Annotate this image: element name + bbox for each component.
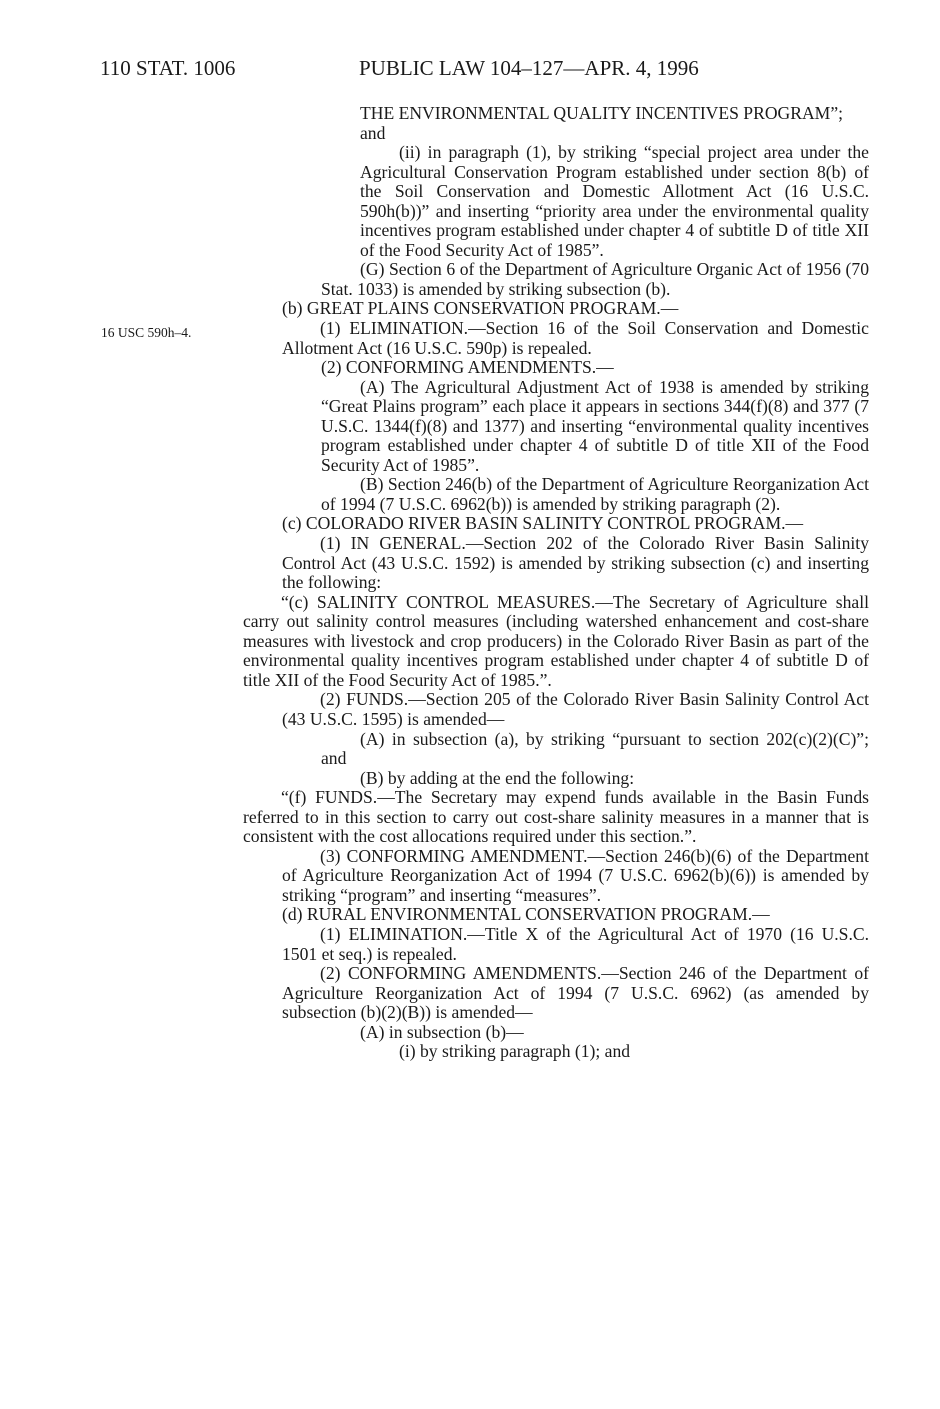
margin-citation: 16 USC 590h–4. xyxy=(101,325,192,340)
paragraph: (B) Section 246(b) of the Department of Agriculture Reorganization Act of 1994 (7 U.S.C. 6962(b)) is amended by striking paragraph (2). xyxy=(321,474,869,514)
paragraph: (3) CONFORMING AMENDMENT.—Section 246(b)(6) of the Department of Agriculture Reorganization Act of 1994 (7 U.S.C. 6962(b)(6)) is amended by striking “program” and inserting “measures”. xyxy=(282,845,869,905)
paragraph: (1) ELIMINATION.—Title X of the Agricultural Act of 1970 (16 U.S.C. 1501 et seq.) is repealed. xyxy=(282,923,869,964)
paragraph: THE ENVIRONMENTAL QUALITY INCENTIVES PROGRAM”; and xyxy=(360,103,844,143)
paragraph: (A) in subsection (a), by striking “pursuant to section 202(c)(2)(C)”; and xyxy=(321,728,869,769)
quoted-paragraph: “(c) SALINITY CONTROL MEASURES.—The Secretary of Agriculture shall carry out salinity control measures (including watershed enhancement and cost-share measures with livestock and crop producers) in the Colorado River Basin as part of the environmental quality incentives program established under chapter 4 of subtitle D of title XII of the Food Security Act of 1985.”. xyxy=(243,591,869,690)
section-heading: (b) GREAT PLAINS CONSERVATION PROGRAM.— xyxy=(282,298,679,319)
paragraph: (A) in subsection (b)— xyxy=(360,1021,524,1042)
paragraph: (i) by striking paragraph (1); and xyxy=(399,1041,631,1062)
paragraph: (G) Section 6 of the Department of Agriculture Organic Act of 1956 (70 Stat. 1033) is amended by striking subsection (b). xyxy=(321,259,869,299)
section-heading: (d) RURAL ENVIRONMENTAL CONSERVATION PROGRAM.— xyxy=(282,904,770,925)
section-heading: (c) COLORADO RIVER BASIN SALINITY CONTROL PROGRAM.— xyxy=(282,513,804,534)
paragraph: (ii) in paragraph (1), by striking “special project area under the Agricultural Conservation Program established under section 8(b) of the Soil Conservation and Domestic Allotment Act (16 U.S.C. 590h(b))” and inserting “priority area under the environmental quality incentives program established under chapter 4 of subtitle D of title XII of the Food Security Act of 1985”. xyxy=(360,142,869,260)
statute-body xyxy=(243,104,869,1062)
paragraph: (A) The Agricultural Adjustment Act of 1938 is amended by striking “Great Plains program” each place it appears in sections 344(f)(8) and 377 (7 U.S.C. 1344(f)(8) and 1377) and inserting “environmental quality incentives program established under chapter 4 of subtitle D of title XII of the Food Security Act of 1985”. xyxy=(321,376,869,475)
paragraph: (2) FUNDS.—Section 205 of the Colorado River Basin Salinity Control Act (43 U.S.C. 1595) is amended— xyxy=(282,689,869,729)
paragraph: (2) CONFORMING AMENDMENTS.—Section 246 of the Department of Agriculture Reorganization Act of 1994 (7 U.S.C. 6962) (as amended by subsection (b)(2)(B)) is amended— xyxy=(282,963,869,1023)
paragraph: (1) ELIMINATION.—Section 16 of the Soil Conservation and Domestic Allotment Act (16 U.S.C. 590p) is repealed. xyxy=(282,318,869,358)
paragraph: (1) IN GENERAL.—Section 202 of the Colorado River Basin Salinity Control Act (43 U.S.C. 1592) is amended by striking subsection (c) and inserting the following: xyxy=(282,533,869,593)
page-header xyxy=(100,56,880,86)
stat-page-number: 110 STAT. 1006 xyxy=(100,56,236,80)
paragraph: (2) CONFORMING AMENDMENTS.— xyxy=(321,357,614,378)
paragraph: (B) by adding at the end the following: xyxy=(360,767,635,788)
running-head: PUBLIC LAW 104–127—APR. 4, 1996 xyxy=(359,56,699,80)
quoted-paragraph: “(f) FUNDS.—The Secretary may expend funds available in the Basin Funds referred to in this section to carry out cost-share salinity measures in a manner that is consistent with the cost allocations required under this section.”. xyxy=(243,787,869,847)
